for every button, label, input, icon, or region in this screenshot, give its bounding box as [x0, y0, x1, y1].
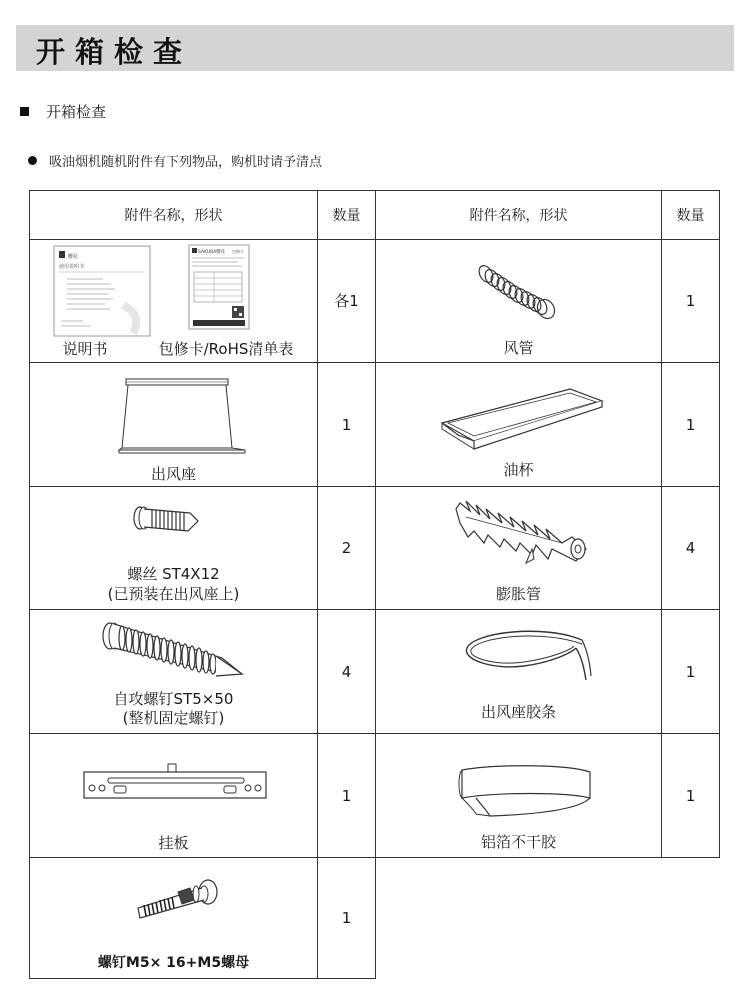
item-expansion-tube-label: 膨胀管	[495, 585, 541, 603]
item-outlet-base-label: 出风座	[150, 465, 196, 483]
header-name-left-text: 附件名称，形状	[124, 208, 223, 224]
rubber-strip-icon	[464, 628, 594, 688]
table-row-5-right	[375, 733, 662, 858]
card-brand-text: SAKURA樱花	[198, 250, 226, 255]
item-self-tapping-label-line2: (整机固定螺钉)	[122, 709, 225, 727]
table-row-4-right	[375, 609, 662, 734]
item-warranty-label: 包修卡/RoHS清单表	[158, 340, 294, 358]
manual-cover-title-text: 使用说明书	[59, 264, 85, 270]
qty-text: 4	[685, 539, 696, 557]
header-qty-right-text: 数量	[676, 208, 705, 224]
item-hanging-plate-label: 挂板	[158, 834, 189, 852]
table-row-5-qty-right	[661, 733, 720, 858]
header-name-left	[29, 190, 318, 240]
table-row-3-qty-right	[661, 486, 720, 610]
round-bullet-icon	[28, 156, 37, 165]
section-heading-text: 开箱检查	[46, 103, 107, 121]
page-title: 开箱检查	[36, 35, 193, 69]
hanging-plate-icon	[80, 762, 270, 800]
outlet-base-icon	[118, 378, 248, 458]
table-row-2-qty-left	[317, 362, 376, 487]
qty-text: 1	[341, 786, 352, 805]
oil-cup-icon	[438, 383, 608, 451]
header-qty-right	[661, 190, 720, 240]
table-row-5-left	[29, 733, 318, 858]
header-qty-left-text: 数量	[332, 208, 361, 224]
table-row-1-qty-left	[317, 239, 376, 363]
table-row-1-left	[29, 239, 318, 363]
bolt-nut-icon	[134, 874, 220, 924]
item-rubber-strip-label: 出风座胶条	[480, 703, 556, 721]
table-row-4-left	[29, 609, 318, 734]
qty-text: 2	[341, 539, 352, 557]
item-screw-label-line2: (已预装在出风座上)	[107, 585, 240, 603]
table-row-5-qty-left	[317, 733, 376, 858]
table-row-2-right	[375, 362, 662, 487]
item-duct-label: 风管	[503, 339, 534, 357]
item-oil-cup-label: 油杯	[503, 461, 534, 479]
card-title-text: 包修卡	[232, 249, 244, 254]
table-row-4-qty-left	[317, 609, 376, 734]
section-note	[28, 151, 322, 170]
table-row-2-qty-right	[661, 362, 720, 487]
manual-brand-text: 樱花	[68, 254, 79, 260]
table-row-1-qty-right	[661, 239, 720, 363]
item-manual-label: 说明书	[62, 340, 108, 358]
screw-icon	[130, 503, 202, 537]
table-row-3-right	[375, 486, 662, 610]
qty-text: 4	[341, 662, 352, 681]
air-duct-icon	[476, 264, 562, 320]
table-row-3-left	[29, 486, 318, 610]
table-row-2-left	[29, 362, 318, 487]
table-row-6-left	[29, 857, 318, 979]
aluminum-foil-tape-icon	[456, 764, 596, 818]
qty-text: 各1	[334, 292, 359, 310]
expansion-tube-icon	[452, 493, 592, 565]
qty-text: 1	[341, 415, 352, 434]
table-row-6-qty-left	[317, 857, 376, 979]
section-heading	[20, 101, 106, 122]
table-row-3-qty-left	[317, 486, 376, 610]
table-row-1-right	[375, 239, 662, 363]
header-name-right-text: 附件名称，形状	[469, 208, 568, 224]
qty-text: 1	[685, 786, 696, 805]
header-qty-left	[317, 190, 376, 240]
item-self-tapping-label-line1: 自攻螺钉ST5×50	[113, 690, 234, 708]
warranty-card-icon	[188, 244, 250, 330]
qty-text: 1	[685, 415, 696, 434]
section-note-text: 吸油烟机随机附件有下列物品，购机时请予清点	[49, 155, 323, 170]
self-tapping-screw-icon	[98, 618, 246, 680]
title-bar	[16, 25, 734, 71]
header-name-right	[375, 190, 662, 240]
square-bullet-icon	[20, 107, 29, 116]
manual-booklet-icon	[53, 245, 151, 337]
item-foil-tape-label: 铝箔不干胶	[480, 833, 556, 851]
qty-text: 1	[685, 292, 696, 310]
item-screw-label-line1: 螺丝 ST4X12	[127, 565, 220, 583]
table-row-4-qty-right	[661, 609, 720, 734]
qty-text: 1	[685, 662, 696, 681]
item-bolt-nut-label: 螺钉M5× 16+M5螺母	[97, 955, 250, 971]
qty-text: 1	[341, 909, 352, 927]
